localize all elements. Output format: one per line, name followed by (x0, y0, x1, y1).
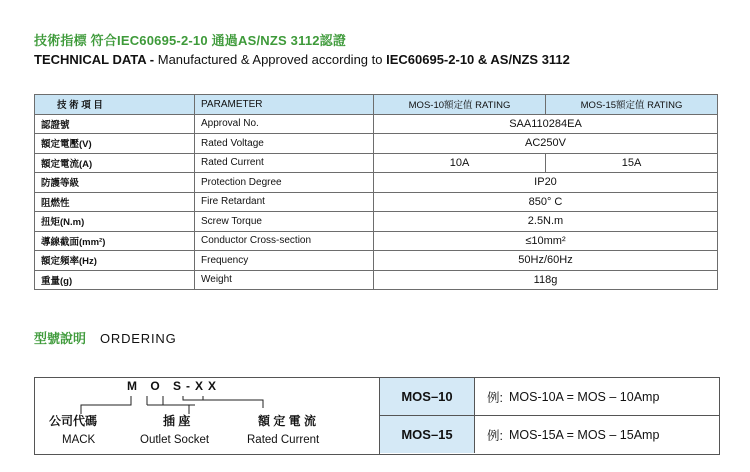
row-label-zh: 阻燃性 (35, 192, 195, 212)
row-label-zh: 扭矩(N.m) (35, 212, 195, 232)
row-value: IP20 (374, 173, 718, 193)
row-value: SAA110284EA (374, 114, 718, 134)
ordering-title-en: ORDERING (100, 331, 177, 346)
table-row (35, 192, 718, 212)
row-value-mos10: 10A (374, 153, 546, 173)
row-value: 850° C (374, 192, 718, 212)
row-value-mos15: 15A (546, 153, 718, 173)
row-value: 50Hz/60Hz (374, 251, 718, 271)
label-outlet-socket-en: Outlet Socket (140, 434, 210, 446)
header-mos15-rating: MOS-15額定值 RATING (546, 95, 718, 115)
row-value: AC250V (374, 134, 718, 154)
row-label-zh: 認證號 (35, 114, 195, 134)
ordering-heading (34, 328, 176, 347)
spec-table (34, 94, 718, 290)
table-row (35, 153, 718, 173)
row-label-en: Rated Voltage (195, 134, 374, 154)
model-code: M O S-XX (127, 379, 222, 393)
row-label-zh: 防護等級 (35, 173, 195, 193)
model-examples (379, 378, 720, 454)
table-row (35, 173, 718, 193)
model-example-mos15 (475, 416, 720, 453)
label-rated-current-zh: 額 定 電 流 (258, 414, 317, 428)
title-en-mid: Manufactured & Approved according to (157, 52, 387, 67)
row-label-zh: 重量(g) (35, 270, 195, 290)
table-row (35, 134, 718, 154)
row-label-en: Conductor Cross-section (195, 231, 374, 251)
ordering-title-zh: 型號說明 (34, 331, 87, 346)
row-value: 2.5N.m (374, 212, 718, 232)
table-row (35, 212, 718, 232)
table-header-row (35, 95, 718, 115)
label-company-code-zh: 公司代碼 (49, 414, 98, 428)
title-chinese: 技術指標 符合IEC60695-2-10 通過AS/NZS 3112認證 (34, 33, 347, 48)
row-label-en: Protection Degree (195, 173, 374, 193)
header-item-zh: 技 術 項 目 (35, 95, 195, 115)
example-prefix: 例: (487, 428, 503, 443)
model-name-mos15: MOS–15 (380, 416, 475, 453)
header-mos10-rating: MOS-10額定值 RATING (374, 95, 546, 115)
model-example-mos10 (475, 378, 720, 415)
title-english (34, 52, 570, 67)
label-company-code-en: MACK (62, 434, 96, 446)
table-row (35, 231, 718, 251)
row-value: ≤10mm² (374, 231, 718, 251)
title-en-standard: IEC60695-2-10 & AS/NZS 3112 (386, 52, 570, 67)
row-label-en: Weight (195, 270, 374, 290)
example-text: MOS-10A = MOS – 10Amp (508, 389, 660, 404)
row-label-zh: 額定電流(A) (35, 153, 195, 173)
row-label-zh: 導線截面(mm²) (35, 231, 195, 251)
row-label-en: Fire Retardant (195, 192, 374, 212)
example-text: MOS-15A = MOS – 15Amp (508, 427, 660, 442)
model-name-mos10: MOS–10 (380, 378, 475, 415)
row-label-zh: 額定電壓(V) (35, 134, 195, 154)
bracket-rated-current (183, 396, 263, 408)
model-code-diagram (35, 378, 379, 454)
table-row (35, 114, 718, 134)
table-row (35, 251, 718, 271)
label-rated-current-en: Rated Current (247, 434, 320, 446)
table-row (35, 270, 718, 290)
row-label-en: Frequency (195, 251, 374, 271)
example-prefix: 例: (487, 390, 503, 405)
row-label-en: Screw Torque (195, 212, 374, 232)
header-parameter: PARAMETER (195, 95, 374, 115)
row-label-en: Rated Current (195, 153, 374, 173)
label-outlet-socket-zh: 插 座 (163, 414, 191, 428)
row-label-zh: 額定頻率(Hz) (35, 251, 195, 271)
ordering-box (34, 377, 720, 455)
row-value: 118g (374, 270, 718, 290)
title-en-prefix: TECHNICAL DATA - (34, 52, 158, 67)
row-label-en: Approval No. (195, 114, 374, 134)
